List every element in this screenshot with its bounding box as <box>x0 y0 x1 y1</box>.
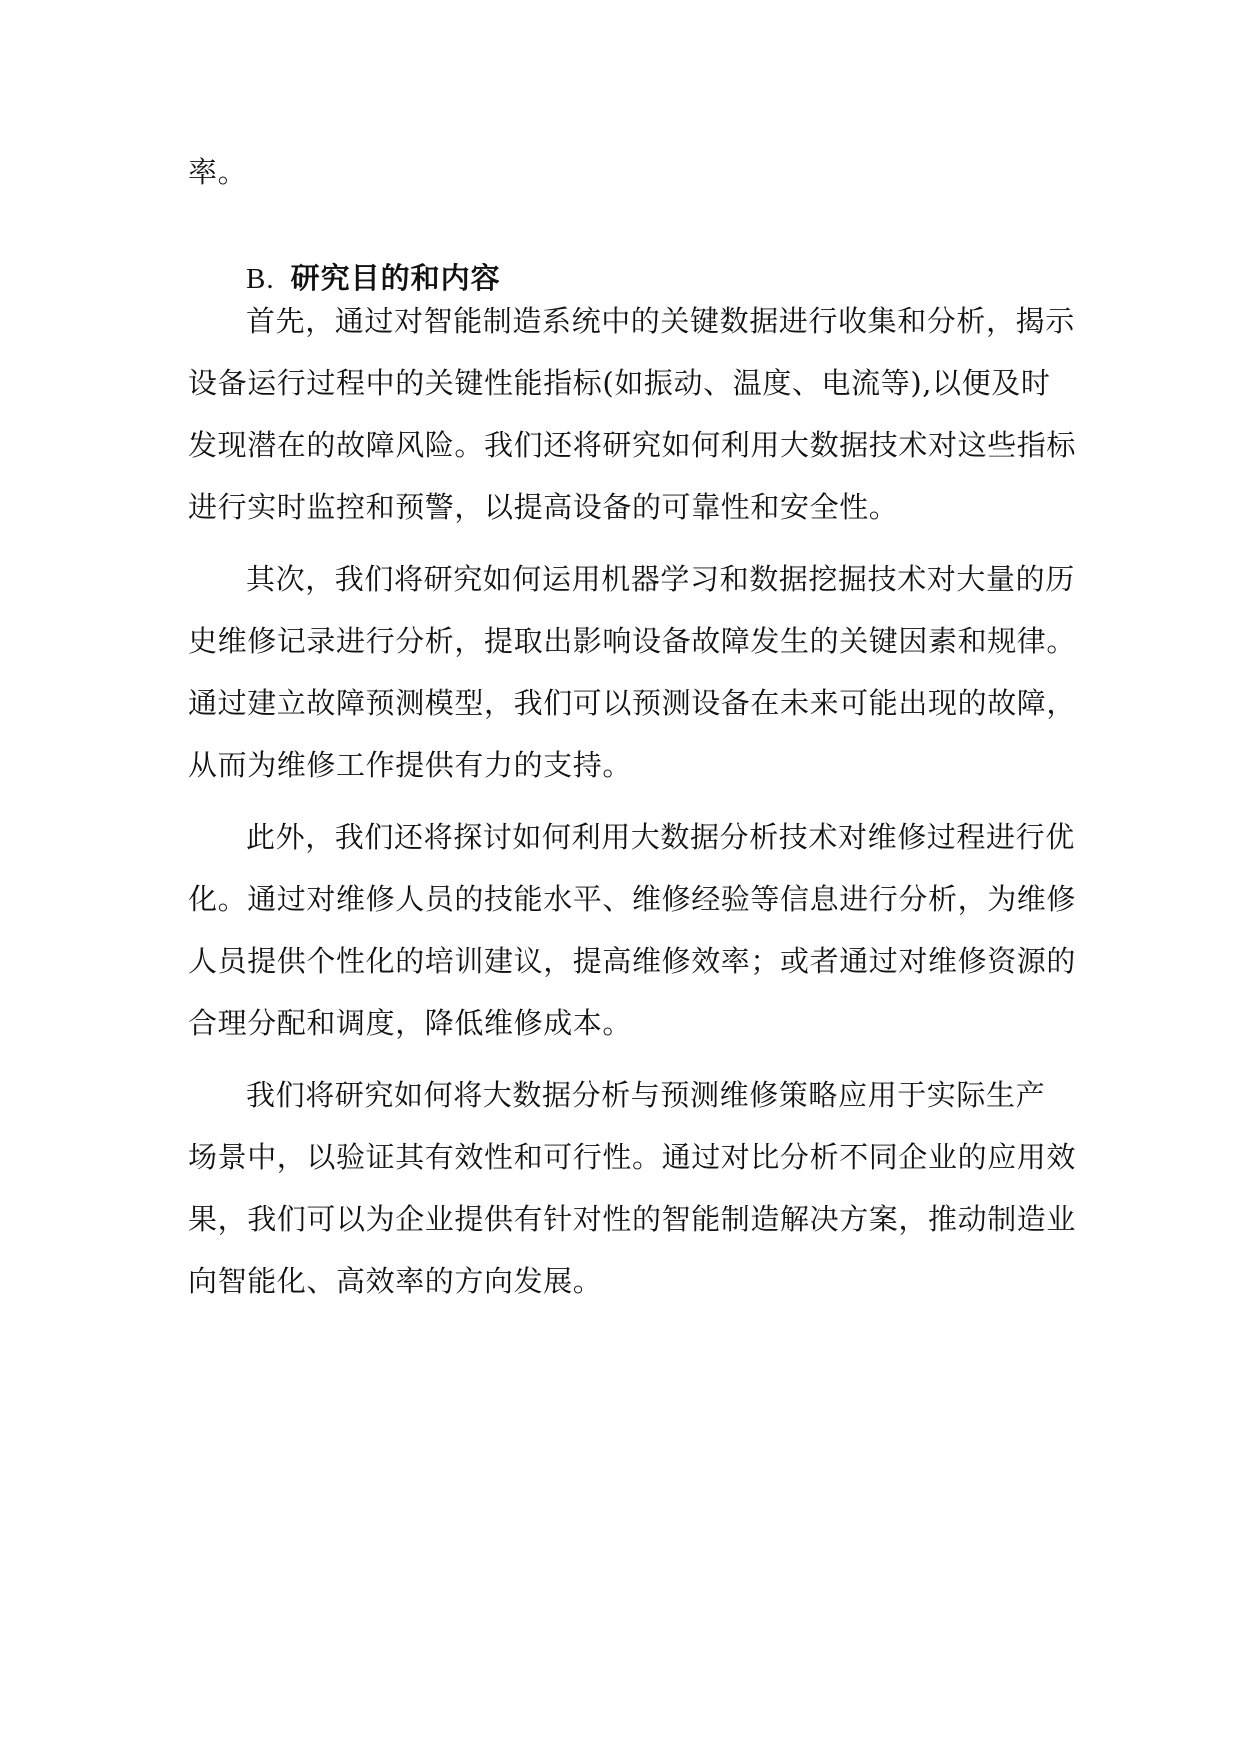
paragraph-4-line-3: 果，我们可以为企业提供有针对性的智能制造解决方案，推动制造业 <box>188 1202 1077 1236</box>
paragraph-4-line-2: 场景中，以验证其有效性和可行性。通过对比分析不同企业的应用效 <box>188 1140 1077 1174</box>
paragraph-4-line-1: 我们将研究如何将大数据分析与预测维修策略应用于实际生产 <box>246 1078 1046 1112</box>
continuation-text: 率。 <box>188 155 248 189</box>
paragraph-3-line-1: 此外，我们还将探讨如何利用大数据分析技术对维修过程进行优 <box>246 820 1075 854</box>
paragraph-1-line-3: 发现潜在的故障风险。我们还将研究如何利用大数据技术对这些指标 <box>188 428 1077 462</box>
section-label: B. <box>246 263 275 295</box>
section-heading <box>246 258 501 299</box>
paragraph-1-line-2: 设备运行过程中的关键性能指标(如振动、温度、电流等),以便及时 <box>188 366 1051 400</box>
paragraph-3-line-4: 合理分配和调度，降低维修成本。 <box>188 1006 633 1040</box>
paragraph-3-line-2: 化。通过对维修人员的技能水平、维修经验等信息进行分析，为维修 <box>188 882 1077 916</box>
paragraph-3-line-3: 人员提供个性化的培训建议，提高维修效率；或者通过对维修资源的 <box>188 944 1077 978</box>
paragraph-2-line-1: 其次，我们将研究如何运用机器学习和数据挖掘技术对大量的历 <box>246 562 1075 596</box>
paragraph-1-line-1: 首先，通过对智能制造系统中的关键数据进行收集和分析，揭示 <box>246 304 1075 338</box>
paragraph-2-line-2: 史维修记录进行分析，提取出影响设备故障发生的关键因素和规律。 <box>188 624 1077 658</box>
paragraph-2-line-3: 通过建立故障预测模型，我们可以预测设备在未来可能出现的故障， <box>188 686 1077 720</box>
section-title: 研究目的和内容 <box>290 261 501 295</box>
paragraph-2-line-4: 从而为维修工作提供有力的支持。 <box>188 748 633 782</box>
paragraph-1-line-4: 进行实时监控和预警，以提高设备的可靠性和安全性。 <box>188 490 899 524</box>
paragraph-4-line-4: 向智能化、高效率的方向发展。 <box>188 1264 603 1298</box>
